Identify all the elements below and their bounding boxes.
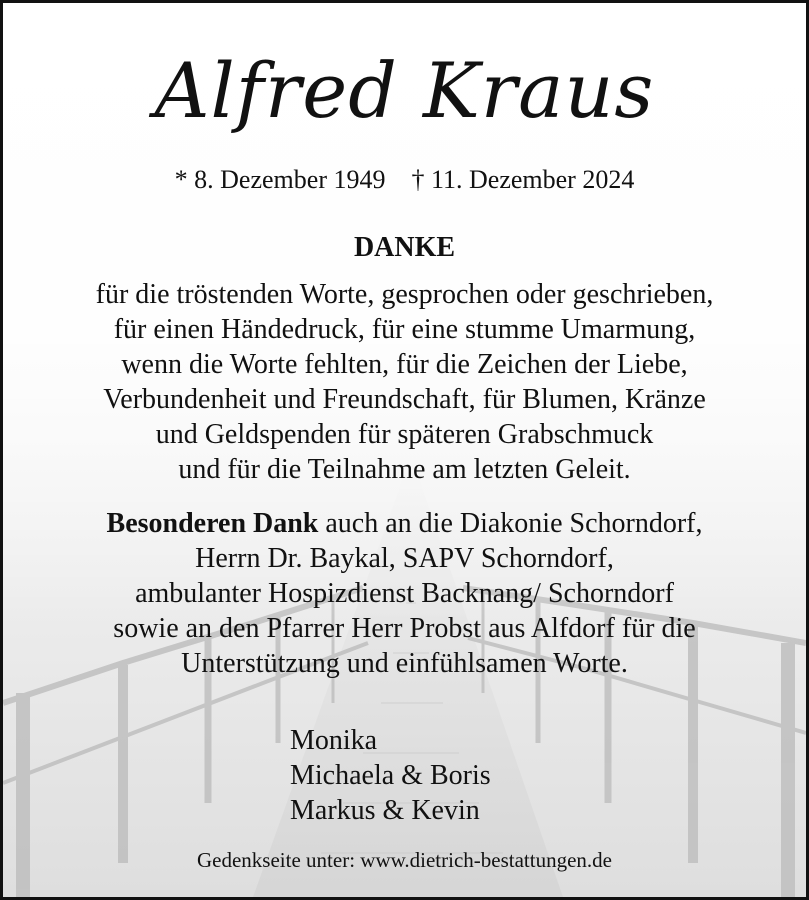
birth-date: * 8. Dezember 1949 <box>174 165 386 194</box>
special-thanks-line: sowie an den Pfarrer Herr Probst aus Alfdorf für die <box>113 613 696 644</box>
death-date: † 11. Dezember 2024 <box>411 165 635 194</box>
thanks-line: und Geldspenden für späteren Grabschmuck <box>155 419 654 450</box>
thanks-heading: DANKE <box>353 232 456 263</box>
special-thanks-line: Herrn Dr. Baykal, SAPV Schorndorf, <box>195 543 614 574</box>
thanks-line: wenn die Worte fehlten, für die Zeichen der Liebe, <box>121 349 688 380</box>
deceased-name: Alfred Kraus <box>154 46 655 135</box>
life-dates <box>3 163 806 197</box>
special-thanks-line: ambulanter Hospizdienst Backnang/ Schorndorf <box>135 578 674 609</box>
thanks-line: für die tröstenden Worte, gesprochen oder geschrieben, <box>95 279 714 310</box>
thanks-line: für einen Händedruck, für eine stumme Umarmung, <box>113 314 696 345</box>
special-thanks-text: auch an die Diakonie Schorndorf, <box>318 508 703 539</box>
memorial-page-link[interactable]: Gedenkseite unter: www.dietrich-bestattungen.de <box>197 848 612 872</box>
family-member: Michaela & Boris <box>290 760 491 791</box>
special-thanks-line <box>3 506 806 541</box>
special-thanks-emphasis: Besonderen Dank <box>106 508 319 539</box>
thanks-line: und für die Teilnahme am letzten Geleit. <box>178 454 631 485</box>
family-member: Monika <box>290 725 378 756</box>
thanks-line: Verbundenheit und Freundschaft, für Blumen, Kränze <box>103 384 706 415</box>
family-signatures <box>290 723 491 828</box>
thanks-paragraph <box>3 277 806 487</box>
special-thanks-paragraph <box>3 506 806 681</box>
family-member: Markus & Kevin <box>290 795 480 826</box>
notice-content <box>3 3 806 897</box>
special-thanks-line: Unterstützung und einfühlsamen Worte. <box>181 648 628 679</box>
